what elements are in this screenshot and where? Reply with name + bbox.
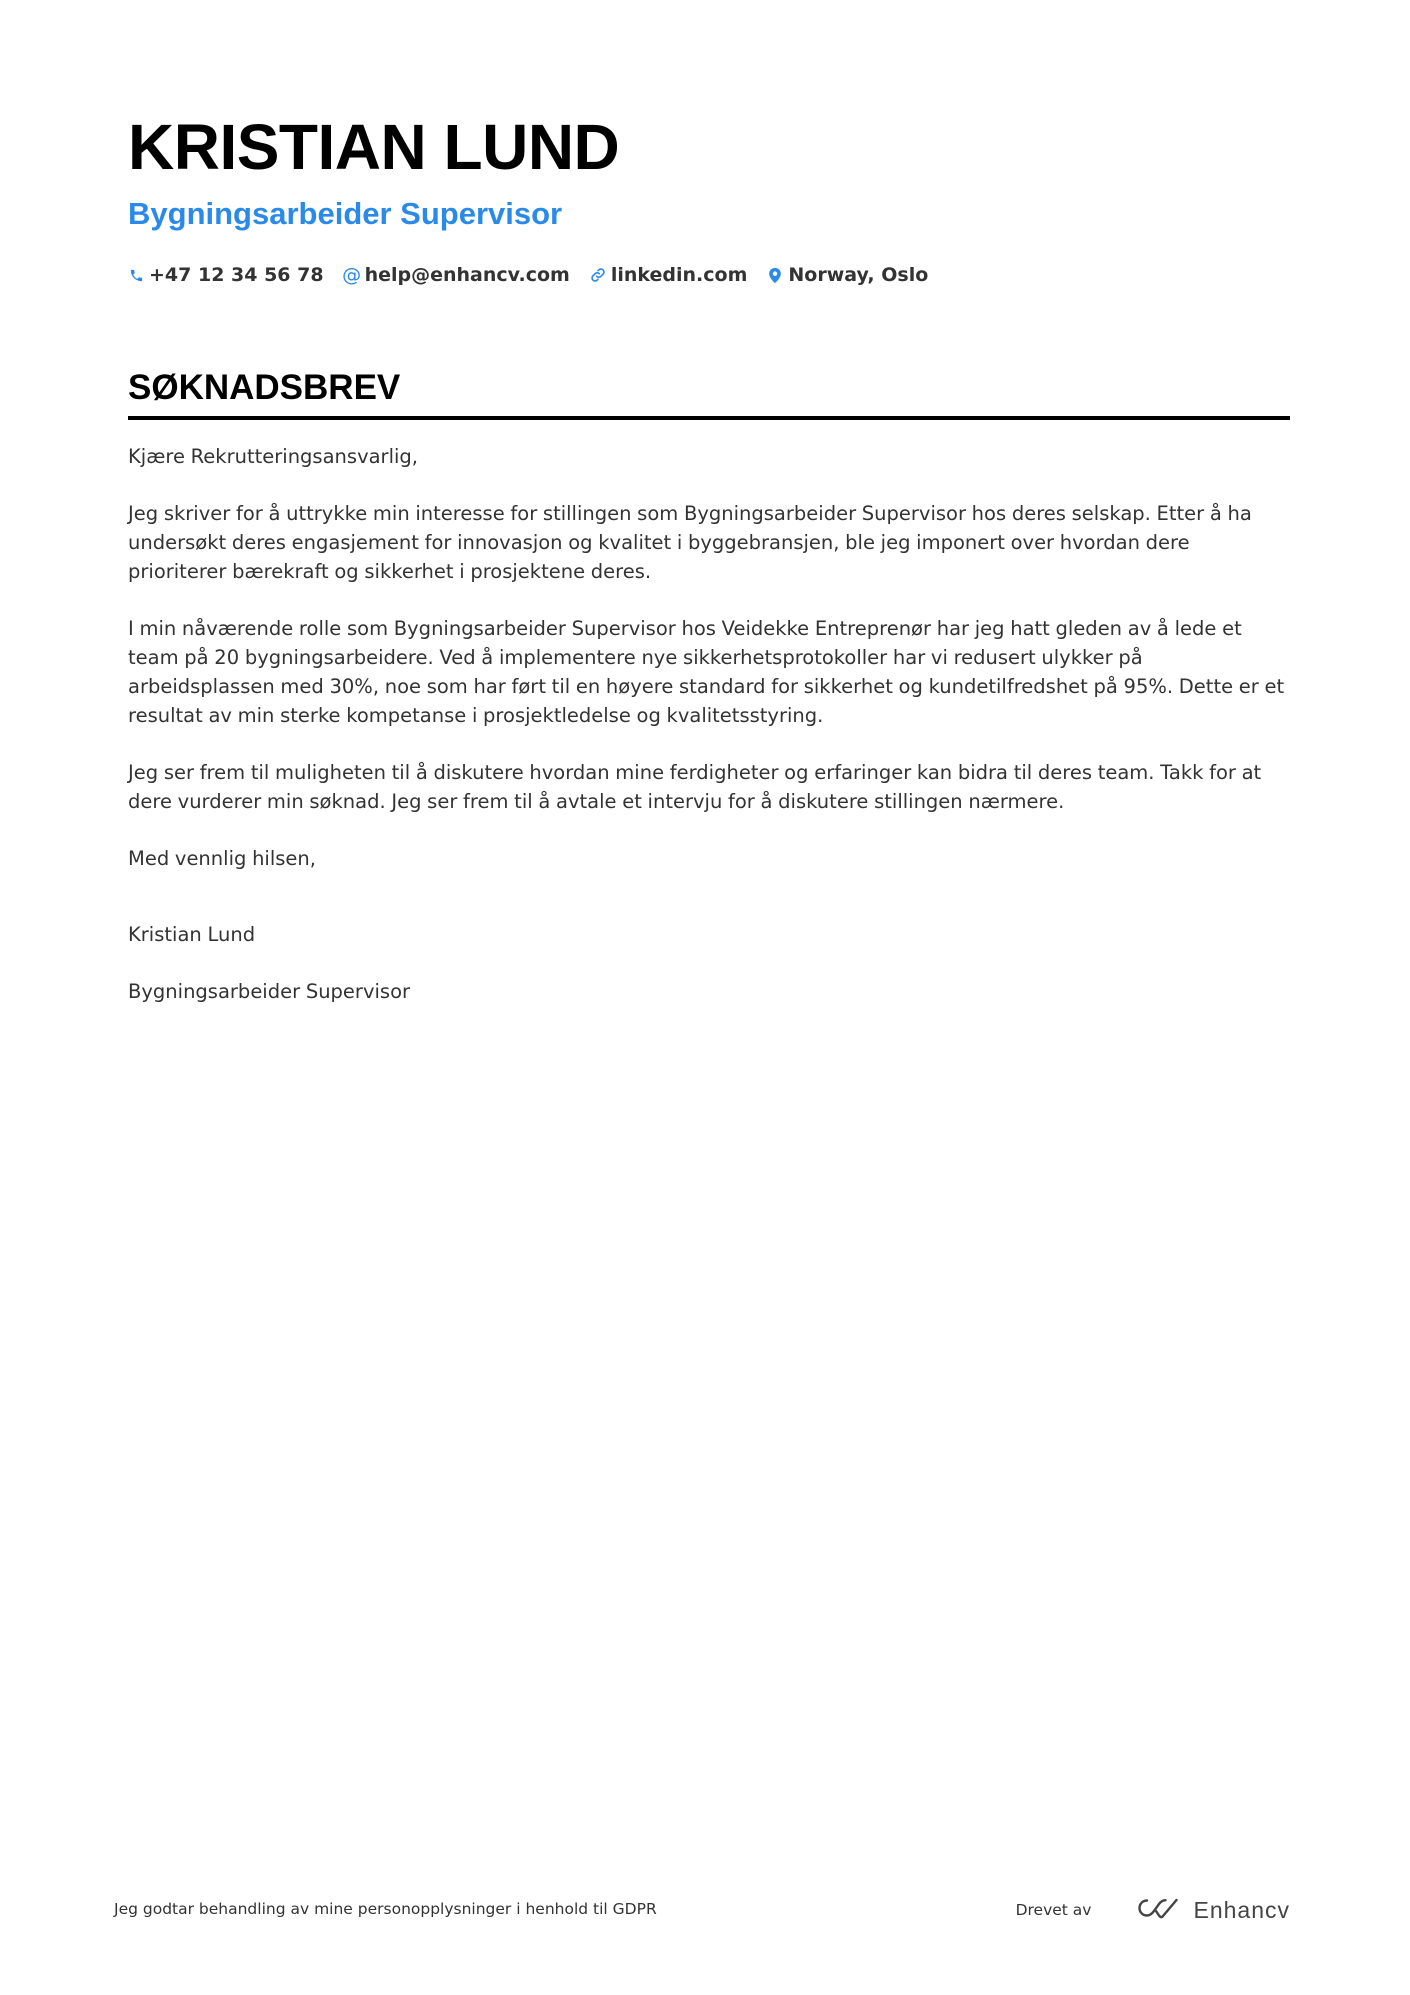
letter-paragraph: I min nåværende rolle som Bygningsarbeider Supervisor hos Veidekke Entreprenør har jeg hatt gleden av å lede et team på 20 bygningsarbeidere. Ved å implementere nye sikkerhetsprotokoller har vi redusert ulykker på arbeidsplassen med 30%, noe som har ført til en høyere standard for sikkerhet og kundetilfredshet på 95%. Dette er et resultat av min sterke kompetanse i prosjektledelse og kvalitetsstyring. bbox=[128, 617, 1285, 727]
location-pin-icon bbox=[767, 266, 783, 284]
at-icon: @ bbox=[342, 264, 362, 286]
letter-body bbox=[128, 442, 1290, 1006]
applicant-title: Bygningsarbeider Supervisor bbox=[128, 196, 563, 231]
contact-email bbox=[344, 264, 570, 286]
applicant-name: KRISTIAN LUND bbox=[128, 111, 620, 183]
signature-title: Bygningsarbeider Supervisor bbox=[128, 980, 411, 1003]
gdpr-consent: Jeg godtar behandling av mine personopplysninger i henhold til GDPR bbox=[114, 1900, 657, 1918]
location: Norway, Oslo bbox=[788, 264, 929, 286]
phone-number: +47 12 34 56 78 bbox=[149, 264, 324, 286]
section-divider bbox=[128, 416, 1290, 420]
enhancv-wordmark: Enhancv bbox=[1193, 1896, 1290, 1923]
letter-paragraph: Jeg ser frem til muligheten til å diskutere hvordan mine ferdigheter og erfaringer kan bidra til deres team. Takk for at dere vurderer min søknad. Jeg ser frem til å avtale et intervju for å diskutere stillingen nærmere. bbox=[128, 761, 1262, 813]
linkedin-link[interactable]: linkedin.com bbox=[610, 264, 748, 286]
section-title: SØKNADSBREV bbox=[128, 368, 401, 407]
signature-name: Kristian Lund bbox=[128, 923, 256, 946]
contact-link bbox=[590, 264, 748, 286]
link-icon bbox=[590, 266, 606, 284]
powered-by-label: Drevet av bbox=[1015, 1901, 1092, 1919]
contact-location bbox=[767, 264, 928, 286]
email-address[interactable]: help@enhancv.com bbox=[364, 264, 570, 286]
footer bbox=[114, 1890, 1290, 1930]
contact-list bbox=[128, 260, 1288, 290]
phone-icon bbox=[128, 266, 144, 284]
letter-greeting: Kjære Rekrutteringsansvarlig, bbox=[128, 445, 418, 468]
header bbox=[128, 108, 1288, 290]
contact-phone bbox=[128, 264, 324, 286]
enhancv-brand[interactable] bbox=[1135, 1896, 1290, 1924]
cover-letter-section bbox=[128, 366, 1290, 1006]
letter-closing: Med vennlig hilsen, bbox=[128, 847, 316, 870]
letter-paragraph: Jeg skriver for å uttrykke min interesse for stillingen som Bygningsarbeider Supervisor hos deres selskap. Etter å ha undersøkt deres engasjement for innovasjon og kvalitet i byggebransjen, ble jeg imponert over hvordan dere prioriterer bærekraft og sikkerhet i prosjektene deres. bbox=[128, 502, 1252, 583]
enhancv-logo-icon bbox=[1135, 1896, 1181, 1924]
powered-by bbox=[1016, 1890, 1290, 1930]
